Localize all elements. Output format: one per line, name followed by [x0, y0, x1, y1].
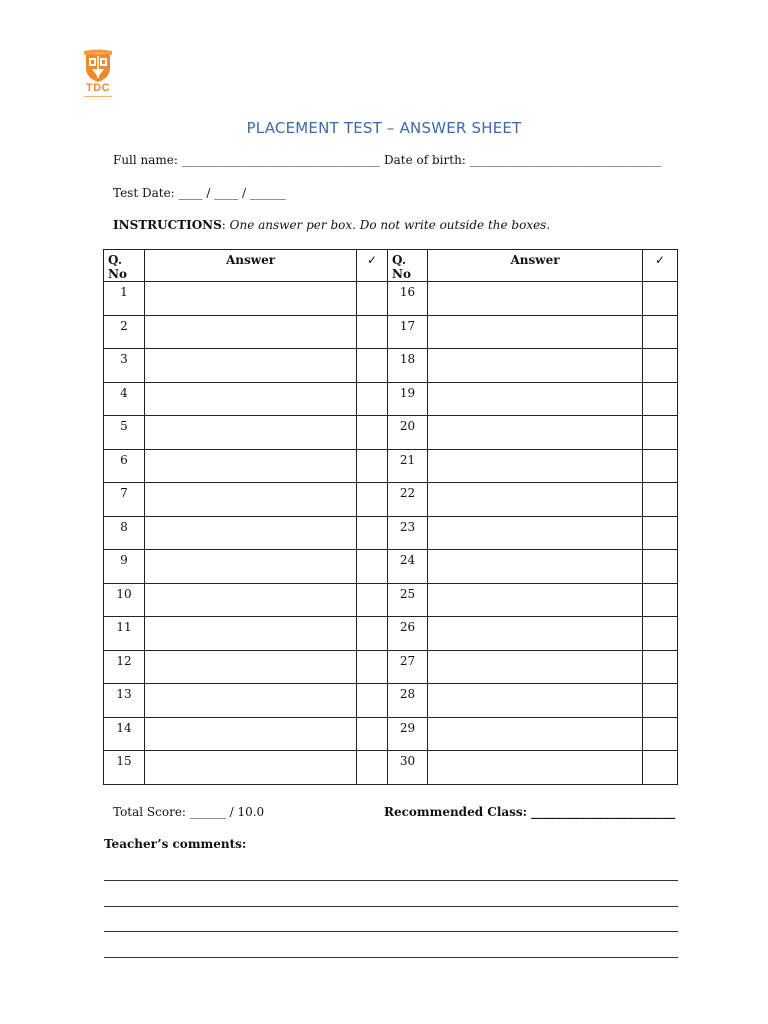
table-row: [104, 751, 678, 785]
question-number-right: 24: [388, 550, 428, 584]
answer-box-left[interactable]: [145, 717, 357, 751]
table-row: [104, 315, 678, 349]
table-row: [104, 617, 678, 651]
question-number-right: 19: [388, 382, 428, 416]
check-box-left[interactable]: [357, 516, 388, 550]
check-box-right[interactable]: [643, 315, 678, 349]
question-number-left: 15: [104, 751, 145, 785]
question-number-left: 9: [104, 550, 145, 584]
answer-box-right[interactable]: [428, 550, 643, 584]
question-number-right: 23: [388, 516, 428, 550]
answer-box-right[interactable]: [428, 483, 643, 517]
table-row: [104, 684, 678, 718]
check-box-left[interactable]: [357, 349, 388, 383]
answer-box-right[interactable]: [428, 751, 643, 785]
table-row: [104, 516, 678, 550]
answer-box-right[interactable]: [428, 416, 643, 450]
answer-box-left[interactable]: [145, 382, 357, 416]
answer-box-left[interactable]: [145, 650, 357, 684]
instructions: [113, 218, 550, 232]
check-box-right[interactable]: [643, 516, 678, 550]
check-box-left[interactable]: [357, 449, 388, 483]
question-number-right: 28: [388, 684, 428, 718]
answer-box-right[interactable]: [428, 449, 643, 483]
question-number-left: 7: [104, 483, 145, 517]
comment-line: [104, 906, 678, 907]
logo-underline: [84, 96, 112, 97]
question-number-left: 13: [104, 684, 145, 718]
table-row: [104, 483, 678, 517]
question-number-right: 16: [388, 282, 428, 316]
question-number-left: 8: [104, 516, 145, 550]
answer-box-left[interactable]: [145, 583, 357, 617]
date-of-birth-field: Date of birth: ________________________________: [384, 153, 662, 167]
question-number-left: 11: [104, 617, 145, 651]
check-box-right[interactable]: [643, 349, 678, 383]
answer-table: [103, 249, 678, 785]
check-box-left[interactable]: [357, 382, 388, 416]
question-number-left: 5: [104, 416, 145, 450]
table-row: [104, 650, 678, 684]
test-date-field: Test Date: ____ / ____ / ______: [113, 186, 286, 200]
instructions-separator: :: [221, 218, 230, 232]
check-box-left[interactable]: [357, 416, 388, 450]
header-check-left: ✓: [357, 250, 388, 282]
answer-box-left[interactable]: [145, 550, 357, 584]
header-qno-left: Q. No: [104, 250, 145, 282]
question-number-right: 25: [388, 583, 428, 617]
table-row: [104, 550, 678, 584]
header-answer-left: Answer: [145, 250, 357, 282]
check-box-right[interactable]: [643, 684, 678, 718]
table-row: [104, 282, 678, 316]
question-number-right: 22: [388, 483, 428, 517]
answer-box-left[interactable]: [145, 282, 357, 316]
answer-box-left[interactable]: [145, 315, 357, 349]
check-box-right[interactable]: [643, 449, 678, 483]
answer-box-left[interactable]: [145, 449, 357, 483]
total-score: Total Score: ______ / 10.0: [113, 805, 265, 819]
answer-box-left[interactable]: [145, 684, 357, 718]
check-box-left[interactable]: [357, 617, 388, 651]
question-number-right: 21: [388, 449, 428, 483]
answer-box-right[interactable]: [428, 650, 643, 684]
instructions-text: One answer per box. Do not write outside the boxes.: [229, 218, 551, 232]
question-number-right: 27: [388, 650, 428, 684]
recommended-class: Recommended Class: ________________________: [384, 805, 676, 819]
question-number-left: 12: [104, 650, 145, 684]
full-name-field: Full name: _________________________________: [113, 153, 380, 167]
check-box-left[interactable]: [357, 315, 388, 349]
answer-box-right[interactable]: [428, 617, 643, 651]
header-check-right: ✓: [643, 250, 678, 282]
answer-box-right[interactable]: [428, 282, 643, 316]
question-number-right: 20: [388, 416, 428, 450]
question-number-left: 4: [104, 382, 145, 416]
question-number-left: 14: [104, 717, 145, 751]
question-number-right: 30: [388, 751, 428, 785]
answer-box-left[interactable]: [145, 483, 357, 517]
check-box-left[interactable]: [357, 282, 388, 316]
check-box-right[interactable]: [643, 650, 678, 684]
check-box-right[interactable]: [643, 583, 678, 617]
check-box-right[interactable]: [643, 617, 678, 651]
answer-box-left[interactable]: [145, 516, 357, 550]
check-box-left[interactable]: [357, 550, 388, 584]
answer-box-right[interactable]: [428, 516, 643, 550]
table-row: [104, 717, 678, 751]
header-answer-right: Answer: [428, 250, 643, 282]
question-number-right: 26: [388, 617, 428, 651]
question-number-left: 1: [104, 282, 145, 316]
answer-box-left[interactable]: [145, 751, 357, 785]
answer-box-right[interactable]: [428, 684, 643, 718]
teacher-comments-label: Teacher’s comments:: [104, 837, 247, 851]
check-box-right[interactable]: [643, 717, 678, 751]
check-box-left[interactable]: [357, 751, 388, 785]
question-number-left: 6: [104, 449, 145, 483]
check-box-right[interactable]: [643, 416, 678, 450]
check-box-right[interactable]: [643, 483, 678, 517]
check-box-left[interactable]: [357, 650, 388, 684]
table-row: [104, 349, 678, 383]
check-box-right[interactable]: [643, 282, 678, 316]
answer-box-right[interactable]: [428, 717, 643, 751]
answer-box-right[interactable]: [428, 315, 643, 349]
check-box-left[interactable]: [357, 684, 388, 718]
table-header-row: [104, 250, 678, 282]
answer-box-right[interactable]: [428, 583, 643, 617]
check-box-left[interactable]: [357, 717, 388, 751]
question-number-left: 2: [104, 315, 145, 349]
header-qno-right: Q. No: [388, 250, 428, 282]
crest-icon: [80, 48, 116, 84]
comment-line: [104, 880, 678, 881]
check-box-right[interactable]: [643, 550, 678, 584]
check-box-right[interactable]: [643, 751, 678, 785]
instructions-label: INSTRUCTIONS: [113, 218, 222, 232]
table-row: [104, 416, 678, 450]
answer-box-left[interactable]: [145, 349, 357, 383]
logo-text: TDC: [85, 82, 111, 94]
table-row: [104, 449, 678, 483]
check-box-left[interactable]: [357, 583, 388, 617]
check-box-right[interactable]: [643, 382, 678, 416]
question-number-right: 18: [388, 349, 428, 383]
question-number-left: 10: [104, 583, 145, 617]
answer-box-left[interactable]: [145, 617, 357, 651]
answer-box-left[interactable]: [145, 416, 357, 450]
table-row: [104, 382, 678, 416]
tdc-logo: [80, 48, 116, 102]
page-title: PLACEMENT TEST – ANSWER SHEET: [246, 119, 522, 137]
answer-box-right[interactable]: [428, 349, 643, 383]
check-box-left[interactable]: [357, 483, 388, 517]
question-number-right: 29: [388, 717, 428, 751]
comment-line: [104, 931, 678, 932]
question-number-left: 3: [104, 349, 145, 383]
table-row: [104, 583, 678, 617]
answer-box-right[interactable]: [428, 382, 643, 416]
question-number-right: 17: [388, 315, 428, 349]
comment-line: [104, 957, 678, 958]
